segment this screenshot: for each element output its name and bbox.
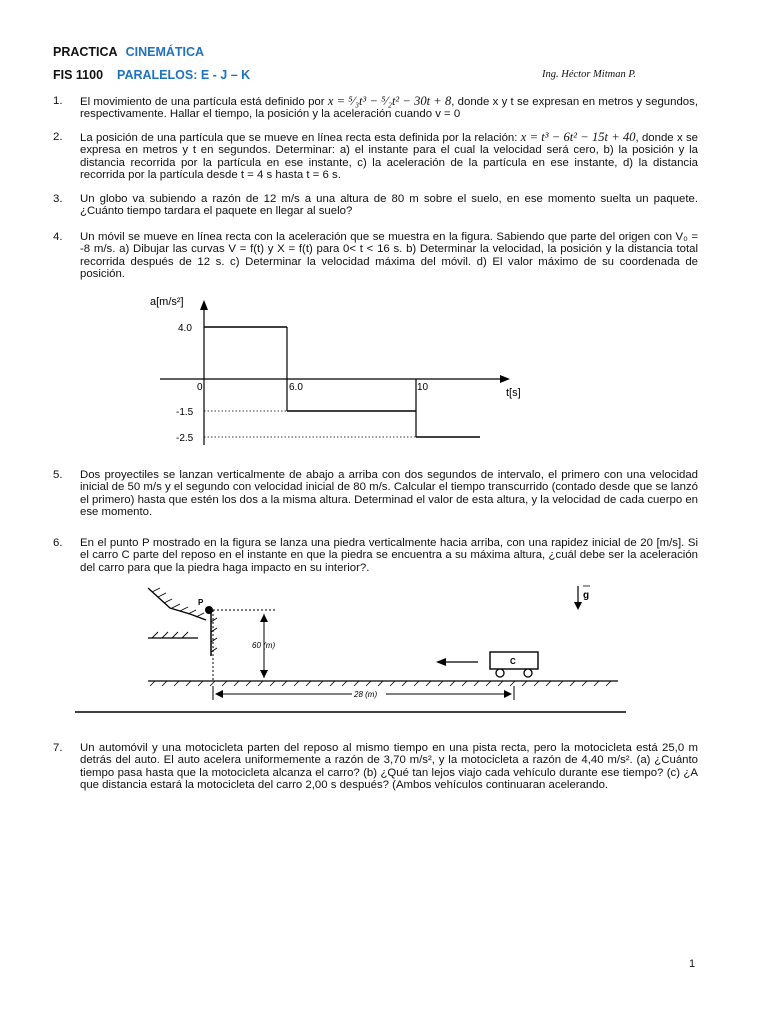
header-title-line [53, 45, 204, 59]
x-axis-arrow [500, 375, 510, 383]
problem-number: 4. [53, 231, 63, 243]
problem-number: 3. [53, 193, 63, 205]
course-code: FIS 1100 [53, 68, 104, 82]
y-axis-arrow [200, 300, 208, 310]
problem-number: 2. [53, 131, 63, 143]
topic-title: CINEMÁTICA [125, 45, 205, 59]
paralelos-label: PARALELOS: E - J – K [117, 68, 251, 82]
x-tick-6: 6.0 [289, 382, 303, 393]
cart-label: C [510, 657, 516, 666]
problem-text: Dos proyectiles se lanzan verticalmente de abajo a arriba con dos segundos de intervalo, el primero con una velocidad inicial de 50 m/s y el segundo con velocidad inicial de 80 m/s. Calcular el tiempo transcurrido (contado desde que se lanzó el primero) hasta que estén los dos a la misma altura. Determinad el valor de esta altura, y la velocidad de cada cuerpo en ese momento. [80, 469, 698, 518]
problem-text: En el punto P mostrado en la figura se lanza una piedra verticalmente hacia arriba, con una rapidez inicial de 20 [m/s]. Si el carro C parte del reposo en el instante en que la piedra se encuentra a su máxima altura, ¿cuál debe ser la aceleración del carro para que la piedra haga impacto en su interior?. [80, 537, 698, 574]
ground-hatching [150, 681, 611, 686]
problem-text: Un globo va subiendo a razón de 12 m/s a una altura de 80 m sobre el suelo, en ese momento suelta un paquete. ¿Cuánto tiempo tardara el paquete en llegar al suelo? [80, 193, 698, 218]
cliff-hatching [152, 588, 204, 617]
author-name: Ing. Héctor Mitman P. [542, 69, 637, 80]
cart-wheel-left [496, 669, 504, 677]
cart-wheel-right [524, 669, 532, 677]
y-tick-neg2-5: -2.5 [176, 433, 194, 444]
problem-3 [53, 193, 698, 218]
cart-motion-arrowhead [436, 658, 446, 666]
stone-cart-figure [70, 578, 630, 728]
x-tick-0: 0 [197, 382, 203, 393]
problem-number: 5. [53, 469, 63, 481]
problem-2 [53, 131, 698, 181]
problem-4 [53, 231, 698, 280]
page-number: 1 [689, 958, 696, 970]
problem-number: 7. [53, 742, 63, 754]
distance-arrow-right [504, 690, 512, 698]
y-tick-neg1-5: -1.5 [176, 407, 194, 418]
gravity-label: g [583, 590, 590, 601]
ledge-hatching [152, 632, 188, 638]
problem-text-continued: , donde x se expresa en metros y t en segundos. Determinar: a) el instante para el cual la velocidad será cero, b) la posición y la distancia recorrida por la partícula en ese instante, c) la aceleración de la partícula en ese instante, d) la distancia recorrida por la partícula desde t = 4 s hasta t = 6 s. [80, 132, 699, 181]
problem-number: 6. [53, 537, 63, 549]
gravity-arrowhead [574, 602, 582, 610]
problem-text: Un móvil se mueve en línea recta con la aceleración que se muestra en la figura. Sabiendo que parte del origen con V₀ = -8 m/s. a) Dibujar las curvas V = f(t) y X = f(t) para 0< t < 16 s. b) Determinar la velocidad, la posición y la distancia total recorrida después de 12 s. c) Determinar la velocidad máxima del móvil. d) El valor máximo de su coordenada de posición. [80, 231, 698, 280]
problem-5 [53, 469, 698, 518]
acceleration-graph [140, 290, 540, 450]
point-p [205, 606, 213, 614]
problem-6 [53, 537, 698, 574]
point-p-label: P [198, 598, 204, 607]
problem-7 [53, 742, 698, 791]
problem-text: El movimiento de una partícula está definido por [80, 96, 325, 108]
problem-number: 1. [53, 95, 63, 107]
y-axis-label: a[m/s²] [150, 296, 184, 308]
distance-label: 28 (m) [354, 690, 378, 699]
problem-1 [53, 95, 698, 121]
x-axis-label: t[s] [506, 387, 521, 399]
distance-arrow-left [215, 690, 223, 698]
y-tick-4: 4.0 [178, 323, 192, 334]
practica-label: PRACTICA [53, 45, 118, 59]
problem-text: Un automóvil y una motocicleta parten del reposo al mismo tiempo en una pista recta, pero la motocicleta está 25,0 m detrás del auto. El auto acelera uniformemente a razón de 3,70 m/s², y la motocicleta a razón de 4,40 m/s². (a) ¿Cuánto tiempo pasa hasta que la motocicleta alcanza el carro? (b) ¿Qué tan lejos viajo cada vehículo durante ese tiempo? (c) ¿A que distancia estará la motocicleta del carro 2,00 s después? (Ambos vehículos continuaran acelerando. [80, 742, 698, 791]
problem-formula: x = ⁵⁄₃t³ − ⁵⁄₂t² − 30t + 8 [327, 94, 452, 108]
x-tick-10: 10 [417, 382, 429, 393]
header-course-line [53, 68, 250, 82]
problem-formula: x = t³ − 6t² − 15t + 40 [520, 130, 636, 144]
problem-text-continued: , donde x y t se expresan en metros y segundos, respectivamente. Hallar el tiempo, la posición y la aceleración cuando v = 0 [80, 96, 698, 121]
wall-hatching [211, 618, 217, 652]
problem-text: La posición de una partícula que se mueve en línea recta esta definida por la relación: [80, 132, 518, 144]
height-label: 60 (m) [252, 641, 276, 650]
height-arrow-up [260, 614, 268, 622]
height-arrow-down [260, 670, 268, 678]
